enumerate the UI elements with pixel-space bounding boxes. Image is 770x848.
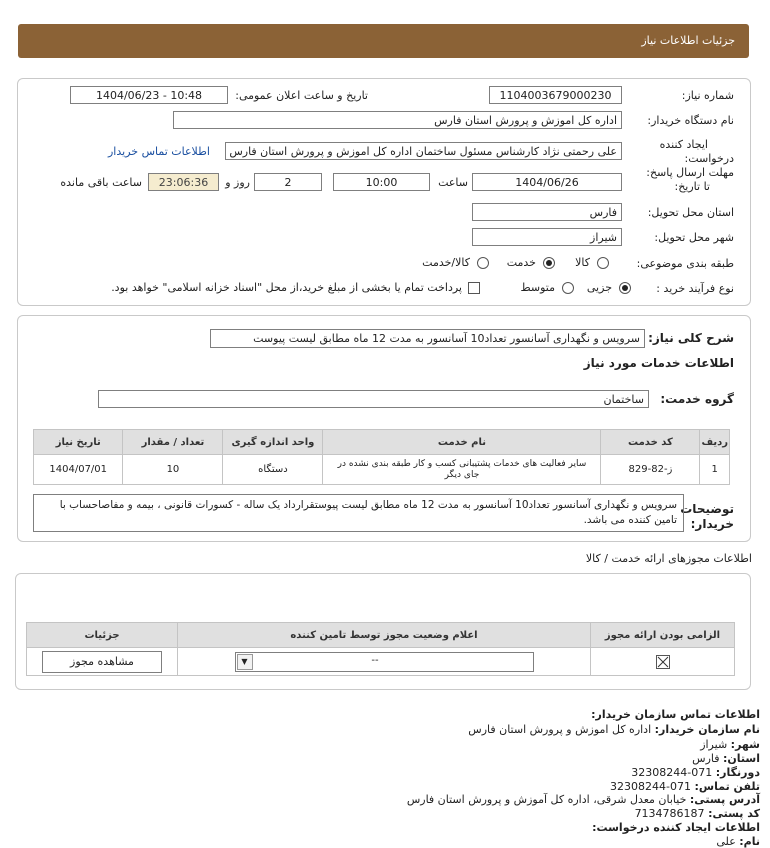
process-option-minor: جزیی — [586, 281, 612, 294]
col-name-header: نام خدمت — [323, 430, 601, 455]
contact-city: شهر: شیراز — [700, 738, 760, 751]
buyer-field[interactable]: اداره کل اموزش و پرورش استان فارس — [173, 111, 622, 129]
days-field[interactable]: 2 — [254, 173, 322, 191]
province-label: استان محل تحویل: — [647, 206, 734, 219]
deadline-label-2: تا تاریخ: — [674, 180, 710, 193]
creator-name: نام: علی — [716, 835, 760, 848]
need-number-label: شماره نیاز: — [681, 89, 734, 102]
service-code-cell: ز-82-829 — [601, 455, 700, 485]
services-table-header-row — [34, 430, 730, 455]
permit-status-select[interactable] — [235, 652, 534, 672]
process-radio-minor[interactable] — [619, 282, 631, 294]
creator-label-1: ایجاد کننده — [659, 138, 708, 151]
need-date-cell: 1404/07/01 — [34, 455, 123, 485]
creator-field[interactable]: علی رحمتی نژاد کارشناس مسئول ساختمان اداره کل اموزش و پرورش استان فارس — [225, 142, 622, 160]
treasury-payment-checkbox[interactable] — [468, 282, 480, 294]
permits-header-row — [27, 623, 735, 648]
permit-status-value: -- — [371, 654, 379, 666]
permit-details-header: جزئیات — [27, 623, 178, 648]
unit-cell: دستگاه — [223, 455, 323, 485]
service-group-field[interactable]: ساختمان — [98, 390, 649, 408]
buyer-notes-label-2: خریدار: — [690, 517, 734, 531]
permits-title: اطلاعات مجوزهای ارائه خدمت / کالا — [585, 552, 752, 565]
summary-label: شرح کلی نیاز: — [648, 331, 734, 345]
summary-field[interactable]: سرویس و نگهداری آسانسور تعداد10 آسانسور به مدت 12 ماه مطابق لیست پیوست — [210, 329, 645, 348]
col-qty-header: تعداد / مقدار — [123, 430, 223, 455]
service-name-cell: سایر فعالیت های خدمات پشتیبانی کسب و کار طبقه بندی نشده در جای دیگر — [323, 455, 601, 485]
permit-details-cell — [27, 648, 178, 676]
row-number-cell: 1 — [700, 455, 730, 485]
days-label: روز و — [225, 176, 250, 189]
services-table — [33, 429, 730, 485]
service-group-label: گروه خدمت: — [660, 392, 734, 406]
process-label: نوع فرآیند خرید : — [656, 282, 734, 295]
hour-label: ساعت — [438, 176, 468, 189]
contact-phone: تلفن تماس: 071-32308244 — [610, 780, 760, 793]
category-radio-service[interactable] — [543, 257, 555, 269]
col-code-header: کد خدمت — [601, 430, 700, 455]
table-row — [34, 455, 730, 485]
category-option-goods-service: کالا/خدمت — [422, 256, 470, 269]
contact-postal: کد پستی: 7134786187 — [634, 807, 760, 820]
contact-fax: دورنگار: 071-32308244 — [631, 766, 760, 779]
contact-org: نام سازمان خریدار: اداره کل اموزش و پرورش استان فارس — [468, 723, 760, 736]
chevron-down-icon[interactable]: ▼ — [237, 654, 253, 670]
creator-label-2: درخواست: — [684, 152, 734, 165]
category-option-goods: کالا — [575, 256, 590, 269]
buyer-label: نام دستگاه خریدار: — [647, 114, 734, 127]
deadline-date-field[interactable]: 1404/06/26 — [472, 173, 622, 191]
permits-table — [26, 622, 735, 676]
buyer-notes-field[interactable]: سرویس و نگهداری آسانسور تعداد10 آسانسور به مدت 12 ماه مطابق لیست پیوستقرارداد یک ساله - کسورات قانونی ، بیمه و مفاصاحساب با تامین کننده می باشد. — [33, 494, 684, 532]
province-field[interactable]: فارس — [472, 203, 622, 221]
buyer-notes-label-1: توضیحات — [680, 502, 734, 516]
deadline-time-field[interactable]: 10:00 — [333, 173, 430, 191]
col-unit-header: واحد اندازه گیری — [223, 430, 323, 455]
page-title: جزئیات اطلاعات نیاز — [641, 34, 735, 47]
creator-title: اطلاعات ایجاد کننده درخواست: — [592, 821, 760, 834]
remaining-time-field: 23:06:36 — [148, 173, 219, 191]
category-label: طبقه بندی موضوعی: — [636, 257, 734, 270]
view-permit-button[interactable]: مشاهده مجوز — [42, 651, 162, 673]
category-option-service: خدمت — [506, 256, 536, 269]
city-field[interactable]: شیراز — [472, 228, 622, 246]
services-section-title: اطلاعات خدمات مورد نیاز — [583, 356, 734, 370]
permit-row — [27, 648, 735, 676]
permit-status-header: اعلام وضعیت مجوز توسط تامین کننده — [178, 623, 591, 648]
col-row-header: ردیف — [700, 430, 730, 455]
permit-status-cell — [178, 648, 591, 676]
page-header — [18, 24, 749, 58]
process-option-medium: متوسط — [520, 281, 555, 294]
announce-field[interactable]: 1404/06/23 - 10:48 — [70, 86, 228, 104]
contact-title: اطلاعات تماس سازمان خریدار: — [591, 708, 760, 721]
category-radio-goods-service[interactable] — [477, 257, 489, 269]
contact-province: استان: فارس — [692, 752, 760, 765]
col-date-header: تاریخ نیاز — [34, 430, 123, 455]
quantity-cell: 10 — [123, 455, 223, 485]
payment-note: پرداخت تمام یا بخشی از مبلغ خرید،از محل "اسناد خزانه اسلامی" خواهد بود. — [111, 281, 462, 294]
category-radio-goods[interactable] — [597, 257, 609, 269]
permit-required-header: الزامی بودن ارائه مجوز — [591, 623, 735, 648]
contact-buyer-link[interactable]: اطلاعات تماس خریدار — [108, 145, 210, 158]
contact-address: آدرس پستی: خیابان معدل شرقی، اداره کل آموزش و پرورش استان فارس — [406, 793, 760, 806]
contact-section — [0, 700, 770, 848]
deadline-label-1: مهلت ارسال پاسخ: — [646, 166, 734, 179]
permit-required-cell — [591, 648, 735, 676]
need-number-field[interactable]: 1104003679000230 — [489, 86, 622, 104]
remaining-label: ساعت باقی مانده — [60, 176, 142, 189]
announce-label: تاریخ و ساعت اعلان عمومی: — [235, 89, 368, 102]
process-radio-medium[interactable] — [562, 282, 574, 294]
checkbox-checked-icon[interactable] — [656, 655, 670, 669]
city-label: شهر محل تحویل: — [654, 231, 734, 244]
